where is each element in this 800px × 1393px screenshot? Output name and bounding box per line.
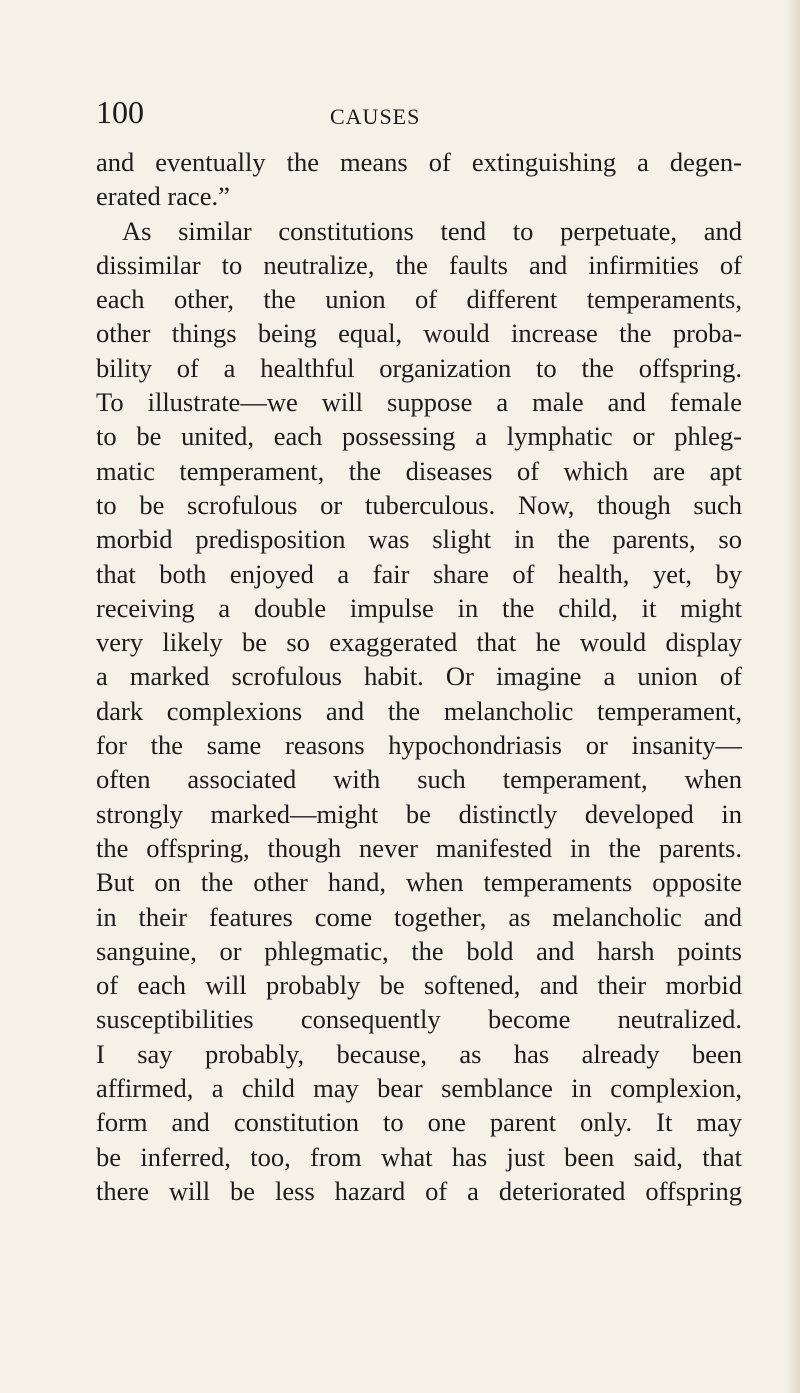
- text-line: But on the other hand, when temperaments opposite: [96, 867, 742, 898]
- text-line: bility of a healthful organization to the offspring.: [96, 352, 742, 383]
- text-line: susceptibilities consequently become neutralized.: [96, 1004, 742, 1035]
- page-edge-shadow: [786, 0, 800, 1393]
- text-line: each other, the union of different temperaments,: [96, 284, 742, 315]
- text-line: to be scrofulous or tuberculous. Now, though such: [96, 489, 742, 520]
- body-text: [96, 145, 742, 1208]
- text-line: and eventually the means of extinguishing a degen-: [96, 147, 742, 177]
- text-line: in their features come together, as melancholic and: [96, 901, 742, 932]
- text-line: sanguine, or phlegmatic, the bold and harsh points: [96, 935, 742, 966]
- text-line: be inferred, too, from what has just been said, that: [96, 1141, 742, 1172]
- text-line: morbid predisposition was slight in the parents, so: [96, 524, 742, 555]
- text-line: a marked scrofulous habit. Or imagine a union of: [96, 661, 742, 692]
- text-line: form and constitution to one parent only. It may: [96, 1107, 742, 1138]
- text-line: receiving a double impulse in the child, it might: [96, 592, 742, 623]
- text-line: As similar constitutions tend to perpetuate, and: [122, 215, 742, 246]
- text-line: dissimilar to neutralize, the faults and infirmities of: [96, 249, 742, 280]
- text-line: erated race.”: [96, 181, 230, 212]
- text-line: I say probably, because, as has already been: [96, 1038, 742, 1069]
- text-line: of each will probably be softened, and their morbid: [96, 970, 742, 1001]
- text-line: to be united, each possessing a lymphatic or phleg-: [96, 421, 742, 452]
- text-line: that both enjoyed a fair share of health, yet, by: [96, 558, 742, 589]
- page-number: 100: [96, 94, 144, 130]
- text-line: affirmed, a child may bear semblance in complexion,: [96, 1073, 742, 1104]
- text-line: strongly marked—might be distinctly developed in: [96, 798, 742, 829]
- running-head: CAUSES: [330, 104, 421, 129]
- text-line: the offspring, though never manifested in the parents.: [96, 832, 742, 863]
- text-line: dark complexions and the melancholic temperament,: [96, 695, 742, 726]
- text-line: other things being equal, would increase the proba-: [96, 318, 742, 349]
- text-line: there will be less hazard of a deteriorated offspring: [96, 1175, 742, 1206]
- text-line: for the same reasons hypochondriasis or insanity—: [96, 730, 742, 761]
- page-header: [84, 94, 724, 134]
- text-line: very likely be so exaggerated that he would display: [96, 627, 742, 658]
- text-line: matic temperament, the diseases of which are apt: [96, 455, 742, 486]
- text-line: often associated with such temperament, when: [96, 764, 742, 795]
- text-line: To illustrate—we will suppose a male and female: [96, 387, 742, 418]
